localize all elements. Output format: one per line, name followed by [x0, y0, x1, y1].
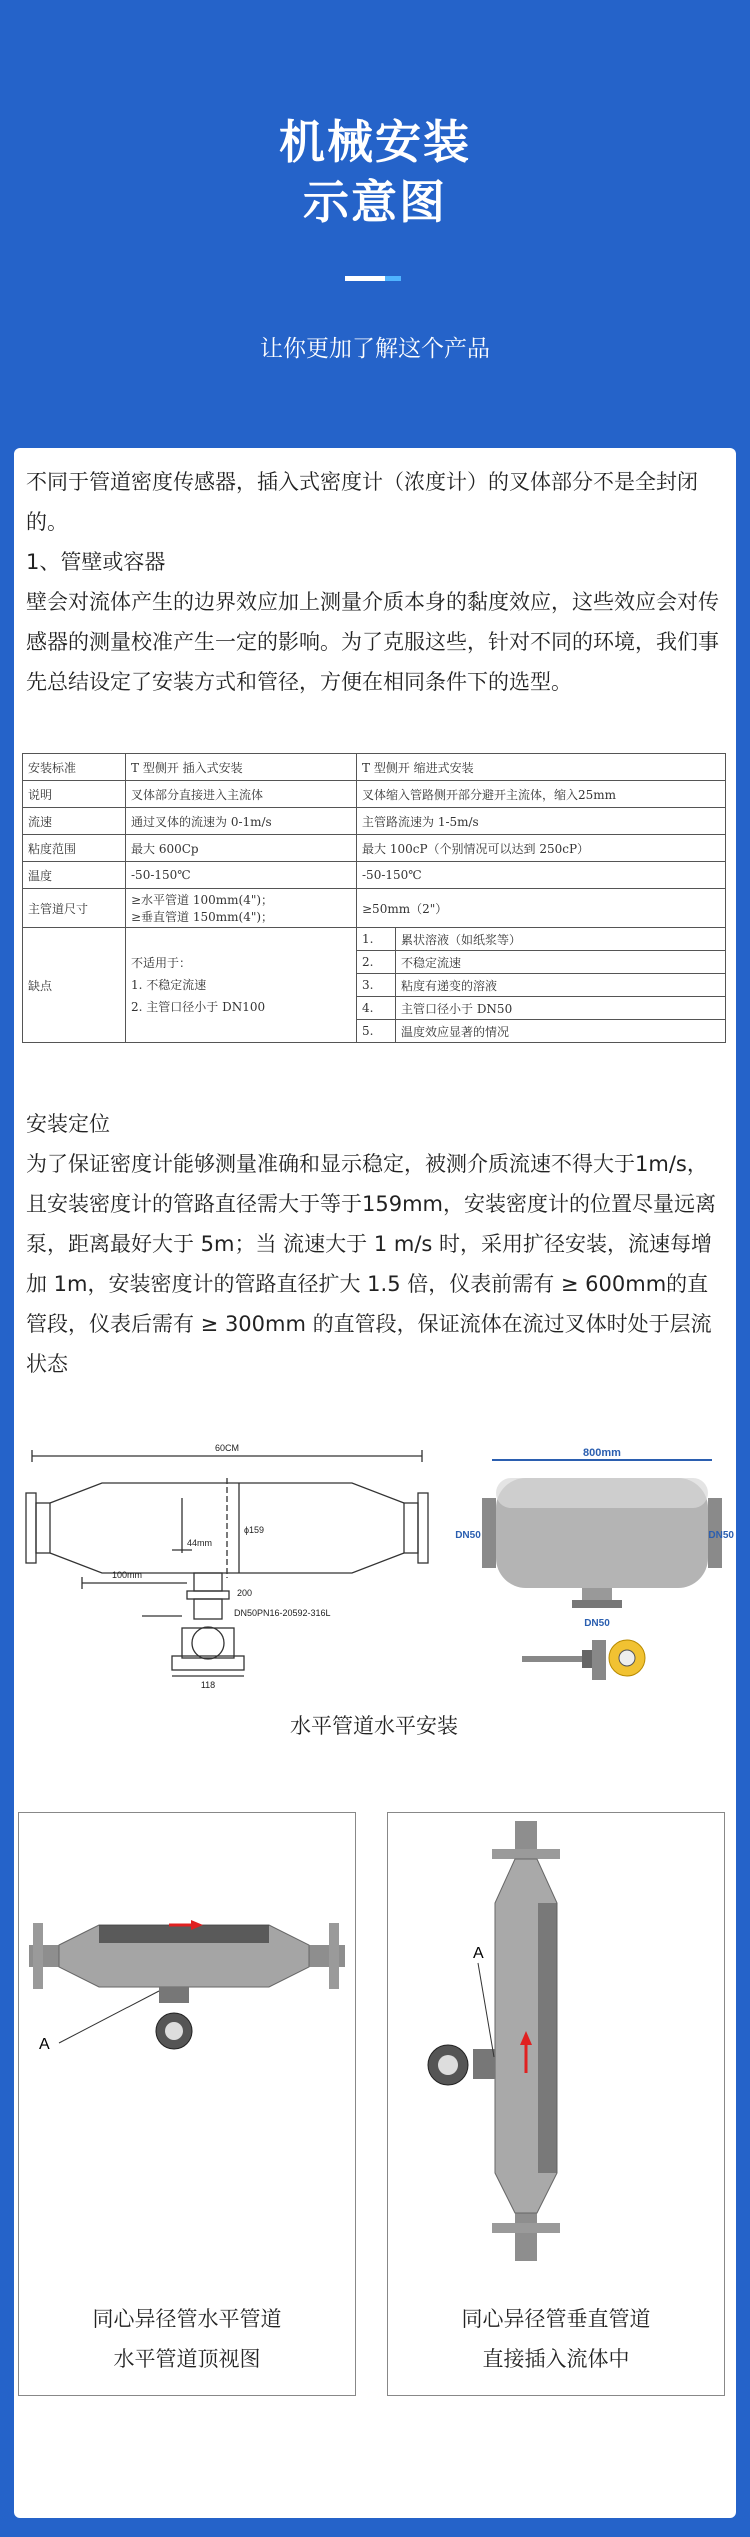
- table-cell: [126, 889, 357, 928]
- nested-text: 粘度有递变的溶液: [396, 974, 726, 997]
- caption-line-1: 同心异径管水平管道: [92, 2307, 282, 2331]
- horizontal-install-figure: [22, 1438, 734, 1693]
- nested-row: [357, 974, 725, 997]
- nested-index: 1.: [357, 928, 396, 951]
- table-cell: [126, 928, 357, 1043]
- table-cell: 通过叉体的流速为 0-1m/s: [126, 808, 357, 835]
- table-row: [23, 781, 726, 808]
- label-60cm: 60CM: [214, 1443, 240, 1453]
- table-cell: -50-150℃: [357, 862, 726, 889]
- table-cell: 最大 600Cp: [126, 835, 357, 862]
- table-cell-label: 安装标准: [23, 754, 126, 781]
- nested-row: [357, 1020, 725, 1043]
- caption-line-2: 直接插入流体中: [482, 2347, 630, 2371]
- nested-index: 5.: [357, 1020, 396, 1043]
- table-cell-nested: [357, 928, 726, 1043]
- table-cell: 叉体部分直接进入主流体: [126, 781, 357, 808]
- horizontal-reducer-caption: [19, 2299, 355, 2379]
- table-cell-line: 不适用于：: [131, 956, 192, 970]
- label-dn50-right: DN50: [708, 1530, 734, 1541]
- hero-banner: [0, 0, 750, 440]
- page-title: [0, 112, 750, 232]
- table-cell-line: ≥垂直管道 150mm(4")；: [131, 910, 274, 924]
- label-dn50-bottom: DN50: [584, 1618, 610, 1629]
- content-card: [14, 448, 736, 2518]
- table-cell: T 型侧开 缩进式安装: [357, 754, 726, 781]
- table-row: [23, 862, 726, 889]
- table-row: [23, 808, 726, 835]
- table-row: [23, 889, 726, 928]
- table-cell-label: 温度: [23, 862, 126, 889]
- caption-line-2: 水平管道顶视图: [113, 2347, 261, 2371]
- nested-index: 2.: [357, 951, 396, 974]
- table-cell-label: 缺点: [23, 928, 126, 1043]
- section-heading-wall: 1、管壁或容器: [26, 550, 166, 574]
- table-cell: ≥50mm（2"）: [357, 889, 726, 928]
- position-body: 为了保证密度计能够测量准确和显示稳定，被测介质流速不得大于1m/s，且安装密度计的管路直径需大于等于159mm，安装密度计的位置尽量远离泵，距离最好大于 5m；当 流速大于 1 m/s 时，采用扩径安装，流速每增加 1m，安装密度计的管路直径扩大 1.5 倍，仪表前需有 ≥ 600mm的直管段，仪表后需有 ≥ 300mm 的直管段，保证流体在流过叉体时处于层流状态: [26, 1152, 716, 1376]
- label-dn50-left: DN50: [455, 1530, 481, 1541]
- title-underline-accent: [385, 276, 401, 281]
- section-heading-position: 安装定位: [26, 1112, 110, 1136]
- vertical-reducer-box: [387, 1812, 725, 2396]
- label-d159: ϕ159: [244, 1525, 265, 1535]
- table-cell: 主管路流速为 1-5m/s: [357, 808, 726, 835]
- table-cell-label: 说明: [23, 781, 126, 808]
- intro-section: [26, 462, 726, 702]
- label-part-number: DN50PN16-20592-316L: [234, 1608, 331, 1618]
- table-row: [23, 754, 726, 781]
- nested-index: 3.: [357, 974, 396, 997]
- table-cell-label: 主管道尺寸: [23, 889, 126, 928]
- horizontal-reducer-box: [18, 1812, 356, 2396]
- product-photo: [455, 1447, 734, 1680]
- nested-text: 累状溶液（如纸浆等）: [396, 928, 726, 951]
- table-row: [23, 835, 726, 862]
- label-118: 118: [200, 1680, 216, 1690]
- nested-row: [357, 928, 725, 951]
- title-underline: [345, 276, 385, 281]
- nested-index: 4.: [357, 997, 396, 1020]
- table-cell: -50-150℃: [126, 862, 357, 889]
- nested-text: 温度效应显著的情况: [401, 1024, 510, 1039]
- table-cell-line: ≥水平管道 100mm(4")；: [131, 893, 274, 907]
- label-200: 200: [237, 1588, 253, 1598]
- technical-drawing: [26, 1450, 428, 1676]
- spec-table: [22, 753, 726, 1043]
- table-row: [23, 928, 726, 1043]
- table-cell-label: 流速: [23, 808, 126, 835]
- intro-text: 不同于管道密度传感器，插入式密度计（浓度计）的叉体部分不是全封闭的。: [26, 470, 698, 534]
- page-subtitle: 让你更加了解这个产品: [260, 336, 490, 362]
- label-800mm: 800mm: [583, 1447, 621, 1459]
- nested-row: [357, 951, 725, 974]
- nested-text: 主管口径小于 DN50: [396, 997, 726, 1020]
- table-cell: 叉体缩入管路侧开部分避开主流体，缩入25mm: [357, 781, 726, 808]
- label-100mm: 100mm: [112, 1570, 143, 1580]
- vertical-reducer-diagram: [388, 1813, 724, 2273]
- table-cell-line: 2. 主管口径小于 DN100: [131, 1000, 266, 1014]
- figure-caption-horizontal: 水平管道水平安装: [290, 1714, 458, 1738]
- label-44mm: 44mm: [187, 1538, 213, 1548]
- table-cell-line: 1. 不稳定流速: [131, 978, 207, 992]
- table-cell: T 型侧开 插入式安装: [126, 754, 357, 781]
- label-a-left: A: [39, 2036, 50, 2053]
- title-line-2: 示意图: [303, 175, 447, 229]
- table-cell-label: 粘度范围: [23, 835, 126, 862]
- caption-line-1: 同心异径管垂直管道: [461, 2307, 651, 2331]
- intro-body: 壁会对流体产生的边界效应加上测量介质本身的黏度效应，这些效应会对传感器的测量校准产生一定的影响。为了克服这些，针对不同的环境，我们事先总结设定了安装方式和管径，方便在相同条件下的选型。: [26, 590, 719, 694]
- horizontal-reducer-diagram: [19, 1813, 355, 2273]
- vertical-reducer-caption: [388, 2299, 724, 2379]
- table-cell: 最大 100cP（个别情况可以达到 250cP）: [357, 835, 726, 862]
- nested-text: 不稳定流速: [396, 951, 726, 974]
- position-section: [26, 1104, 726, 1384]
- nested-row: [357, 997, 725, 1020]
- title-line-1: 机械安装: [279, 115, 471, 169]
- label-a-right: A: [473, 1945, 484, 1962]
